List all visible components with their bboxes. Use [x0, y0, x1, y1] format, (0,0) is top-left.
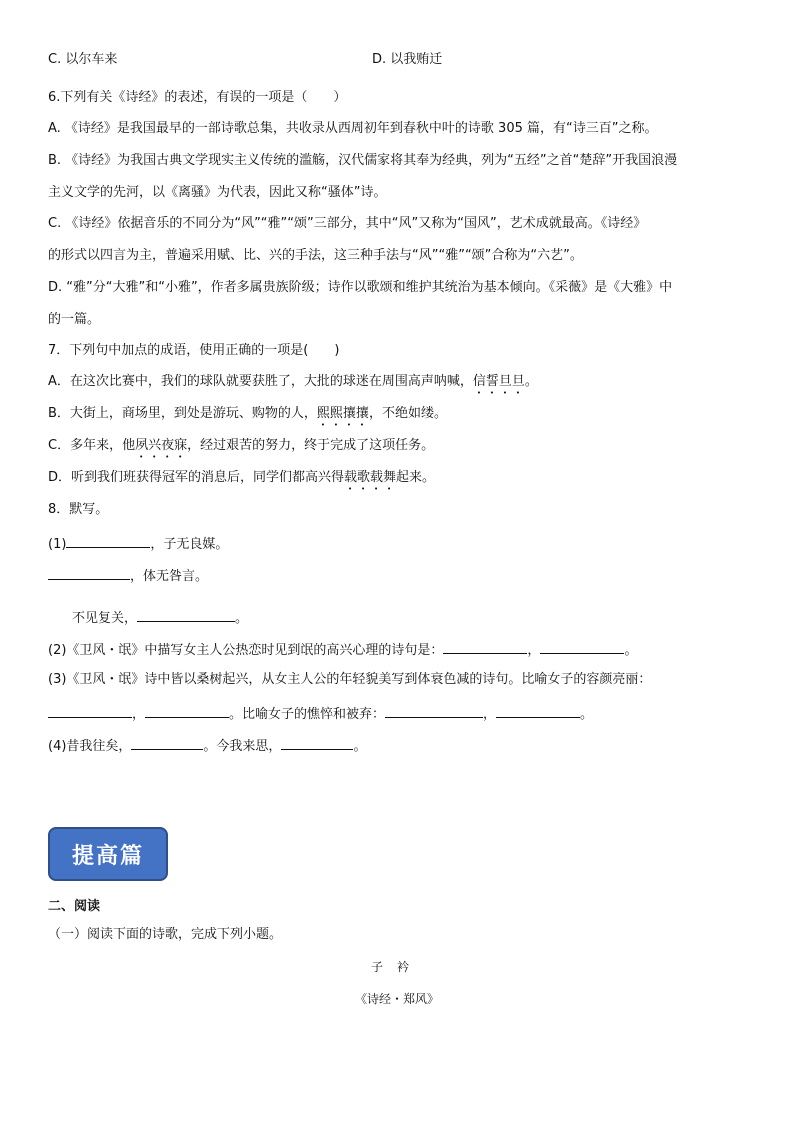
- q8-part4-mid: 。今我来思，: [203, 739, 282, 754]
- section-heading: 二、阅读: [48, 899, 101, 914]
- q6-option-c-line2: 的形式以四言为主，普遍采用赋、比、兴的手法，这三种手法与“风”“雅”“颂”合称为“六艺”。: [48, 248, 583, 263]
- q8-part2-sep: ，: [527, 643, 541, 658]
- q6-option-c-line1: C. 《诗经》依据音乐的不同分为“风”“雅”“颂”三部分，其中“风”又称为“国风”，艺术成就最高。《诗经》: [48, 216, 647, 231]
- q8-part1-number: (1): [48, 537, 67, 552]
- fill-blank[interactable]: [281, 736, 353, 750]
- fill-blank[interactable]: [131, 736, 203, 750]
- fill-blank[interactable]: [66, 534, 150, 548]
- q6-option-b-line2: 主义文学的先河，以《离骚》为代表，因此又称“骚体”诗。: [48, 185, 387, 200]
- fill-blank[interactable]: [137, 608, 235, 622]
- fill-blank[interactable]: [48, 704, 132, 718]
- q8-part1-line3: [72, 608, 248, 627]
- q8-part1-line3-text: 不见复关，: [72, 611, 138, 626]
- q7-c-text: C．多年来，他: [48, 438, 136, 453]
- poem-title: 子衿: [370, 960, 423, 974]
- q8-part1-text: ，子无良媒。: [150, 537, 229, 552]
- section-badge: [48, 827, 168, 881]
- q6-option-d-line2: 的一篇。: [48, 312, 101, 327]
- q8-part3-sep2: ，: [483, 707, 497, 722]
- fill-blank[interactable]: [443, 640, 527, 654]
- section-badge-label: 提高篇: [71, 842, 144, 869]
- q8-part2: [48, 640, 637, 659]
- q8-part3-line2: [48, 704, 593, 723]
- q7-option-d: [48, 470, 435, 493]
- q7-a-text: A．在这次比赛中，我们的球队就要获胜了，大批的球迷在周围高声呐喊，: [48, 374, 473, 389]
- q8-part3-mid: 。比喻女子的憔悴和被弃：: [229, 707, 386, 722]
- q8-part2-text: (2)《卫风・氓》中描写女主人公热恋时见到氓的高兴心理的诗句是：: [48, 643, 444, 658]
- q7-c-end: ，经过艰苦的努力，终于完成了这项任务。: [187, 438, 435, 453]
- q8-part1-line1: [48, 534, 228, 553]
- q5-option-d: D. 以我贿迁: [372, 52, 443, 67]
- q8-part1-line2-text: ，体无咎言。: [130, 569, 209, 584]
- fill-blank[interactable]: [540, 640, 624, 654]
- q7-option-a: [48, 374, 538, 397]
- q8-part3-sep1: ，: [132, 707, 146, 722]
- q5-option-c: C. 以尔车来: [48, 52, 118, 67]
- q7-b-idiom: 熙熙攘攘: [316, 406, 369, 421]
- q7-b-text: B．大街上，商场里，到处是游玩、购物的人，: [48, 406, 317, 421]
- q8-part4: [48, 736, 366, 755]
- q8-part3-end: 。: [580, 707, 594, 722]
- q8-part1-line2: [48, 566, 208, 585]
- fill-blank[interactable]: [385, 704, 483, 718]
- fill-blank[interactable]: [496, 704, 580, 718]
- q8-part2-end: 。: [624, 643, 638, 658]
- q8-stem: 8．默写。: [48, 502, 109, 517]
- q7-c-idiom: 夙兴夜寐: [135, 438, 188, 453]
- q7-a-idiom: 信誓旦旦: [472, 374, 525, 389]
- fill-blank[interactable]: [145, 704, 229, 718]
- poem-source: 《诗经・郑风》: [354, 992, 439, 1006]
- q6-option-a: A. 《诗经》是我国最早的一部诗歌总集，共收录从西周初年到春秋中叶的诗歌 305 篇，有“诗三百”之称。: [48, 121, 658, 136]
- q6-option-d-line1: D. “雅”分“大雅”和“小雅”，作者多属贵族阶级；诗作以歌颂和维护其统治为基本倾向。《采薇》是《大雅》中: [48, 280, 673, 295]
- q7-stem: 7．下列句中加点的成语，使用正确的一项是( ): [48, 343, 340, 358]
- q7-d-idiom: 载歌载舞: [344, 470, 397, 485]
- q8-part4-end: 。: [353, 739, 367, 754]
- q6-stem: 6.下列有关《诗经》的表述，有误的一项是（ ）: [48, 90, 347, 105]
- q7-d-text: D．听到我们班获得冠军的消息后，同学们都高兴得: [48, 470, 345, 485]
- q8-part1-line3-end: 。: [235, 611, 249, 626]
- reading-intro: （一）阅读下面的诗歌，完成下列小题。: [48, 927, 283, 942]
- q8-part4-head: (4)昔我往矣，: [48, 739, 132, 754]
- fill-blank[interactable]: [48, 566, 130, 580]
- q7-d-end: 起来。: [396, 470, 436, 485]
- q7-option-b: [48, 406, 447, 429]
- q7-b-end: ，不绝如缕。: [368, 406, 447, 421]
- q7-option-c: [48, 438, 434, 461]
- q7-a-end: 。: [524, 374, 538, 389]
- q6-option-b-line1: B. 《诗经》为我国古典文学现实主义传统的滥觞，汉代儒家将其奉为经典，列为“五经”之首“楚辞”开我国浪漫: [48, 153, 678, 168]
- q8-part3-line1: (3)《卫风・氓》诗中皆以桑树起兴，从女主人公的年轻貌美写到体衰色减的诗句。比喻女子的容颜亮丽：: [48, 672, 652, 687]
